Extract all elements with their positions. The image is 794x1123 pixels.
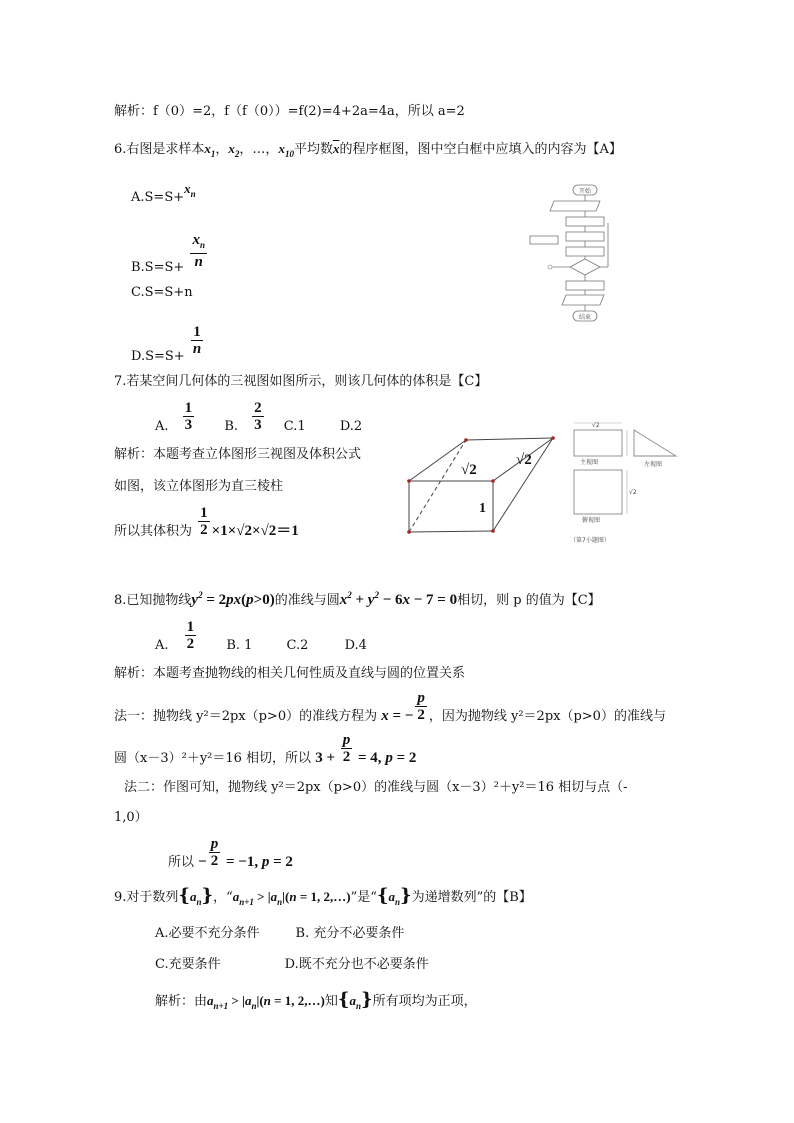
q7-analysis-3: 所以其体积为 $\frac{1}{2}$ ×1×√2×√2＝1 <box>114 505 299 539</box>
question-6: 6.右图是求样本$x_1$，$x_2$，…，$x_{10}$平均数$\overline{x}$的程序框图，图中空白框中应填入的内容为【A】 <box>114 141 622 159</box>
question-7: 7.若某空间几何体的三视图如图所示，则该几何体的体积是【C】 <box>114 374 488 389</box>
svg-text:左视图: 左视图 <box>644 461 663 468</box>
svg-text:主视图: 主视图 <box>580 459 599 466</box>
question-8: 8.已知抛物线$y^2 = 2px(p>0)$的准线与圆$x^2 + y^2 - 6x - 7 = 0$相切，则 p 的值为【C】 <box>114 590 601 608</box>
question-9: 9.对于数列$\{a_n\}$，“$a_{n+1} > |a_n|(n = 1$, 2,…)”是“$\{a_n\}$为递增数列”的【B】 <box>114 885 532 907</box>
q9-options-row2: C.充要条件 D.既不充分也不必要条件 <box>155 957 429 972</box>
q8-method2-b: 1,0） <box>114 810 148 825</box>
q6-option-b: B.S=S+ $\frac{x_n}{n}$ <box>131 232 205 275</box>
q9-options-row1: A.必要不充分条件 B. 充分不必要条件 <box>155 926 405 941</box>
svg-text:√2: √2 <box>592 422 600 429</box>
svg-text:开始: 开始 <box>579 188 592 195</box>
q6-option-a: $A.S=S+x_n$ <box>131 181 196 205</box>
q8-analysis: 解析：本题考查抛物线的相关几何性质及直线与圆的位置关系 <box>114 666 466 681</box>
q6-option-d: D.S=S+ $\frac{1}{n}$ <box>131 324 202 364</box>
svg-text:结束: 结束 <box>579 314 592 321</box>
analysis-q5: 解析：f（0）=2，f（f（0））=f(2)=4+2a=4a，所以 a=2 <box>114 104 465 119</box>
prism-figure <box>403 432 563 536</box>
q8-options: A. $\frac{1}{2}$ B. 1 C.2 D.4 <box>155 619 367 653</box>
svg-text:√2: √2 <box>629 489 637 496</box>
three-view-figure <box>568 418 680 550</box>
svg-text:1: 1 <box>479 501 486 516</box>
q7-analysis-1: 解析：本题考查立体图形三视图及体积公式 <box>114 447 362 462</box>
q8-method2-a: 法二：作图可知，抛物线 y²＝2px（p>0）的准线与圆（x－3）²＋y²＝16 相切与点（- <box>124 780 628 795</box>
svg-text:俯视图: 俯视图 <box>582 517 601 524</box>
svg-text:（第7小题图）: （第7小题图） <box>570 537 610 544</box>
q8-method1-a: 法一：抛物线 y²＝2px（p>0）的准线方程为 x = − $\frac{p}{2}$ ，因为抛物线 y²＝2px（p>0）的准线与 <box>114 690 666 724</box>
svg-text:√2: √2 <box>516 452 532 468</box>
q8-method2-c: 所以 − $\frac{p}{2}$ = −1, p = 2 <box>168 836 293 870</box>
q7-analysis-2: 如图，该立体图形为直三棱柱 <box>114 479 284 494</box>
q9-analysis: 解析：由$a_{n+1} > |a_n|(n = 1$, 2,…)知$\{a_n\}$所有项均为正项， <box>155 989 477 1011</box>
flowchart-figure <box>528 183 620 325</box>
svg-text:√2: √2 <box>461 462 477 478</box>
q7-options: A. $\frac{1}{3}$ B. $\frac{2}{3}$ C.1 D.2 <box>155 400 363 434</box>
q6-option-c: C.S=S+n <box>131 285 193 300</box>
q8-method1-b: 圆（x－3）²＋y²＝16 相切，所以 3 + $\frac{p}{2}$ = 4, p = 2 <box>114 732 417 766</box>
